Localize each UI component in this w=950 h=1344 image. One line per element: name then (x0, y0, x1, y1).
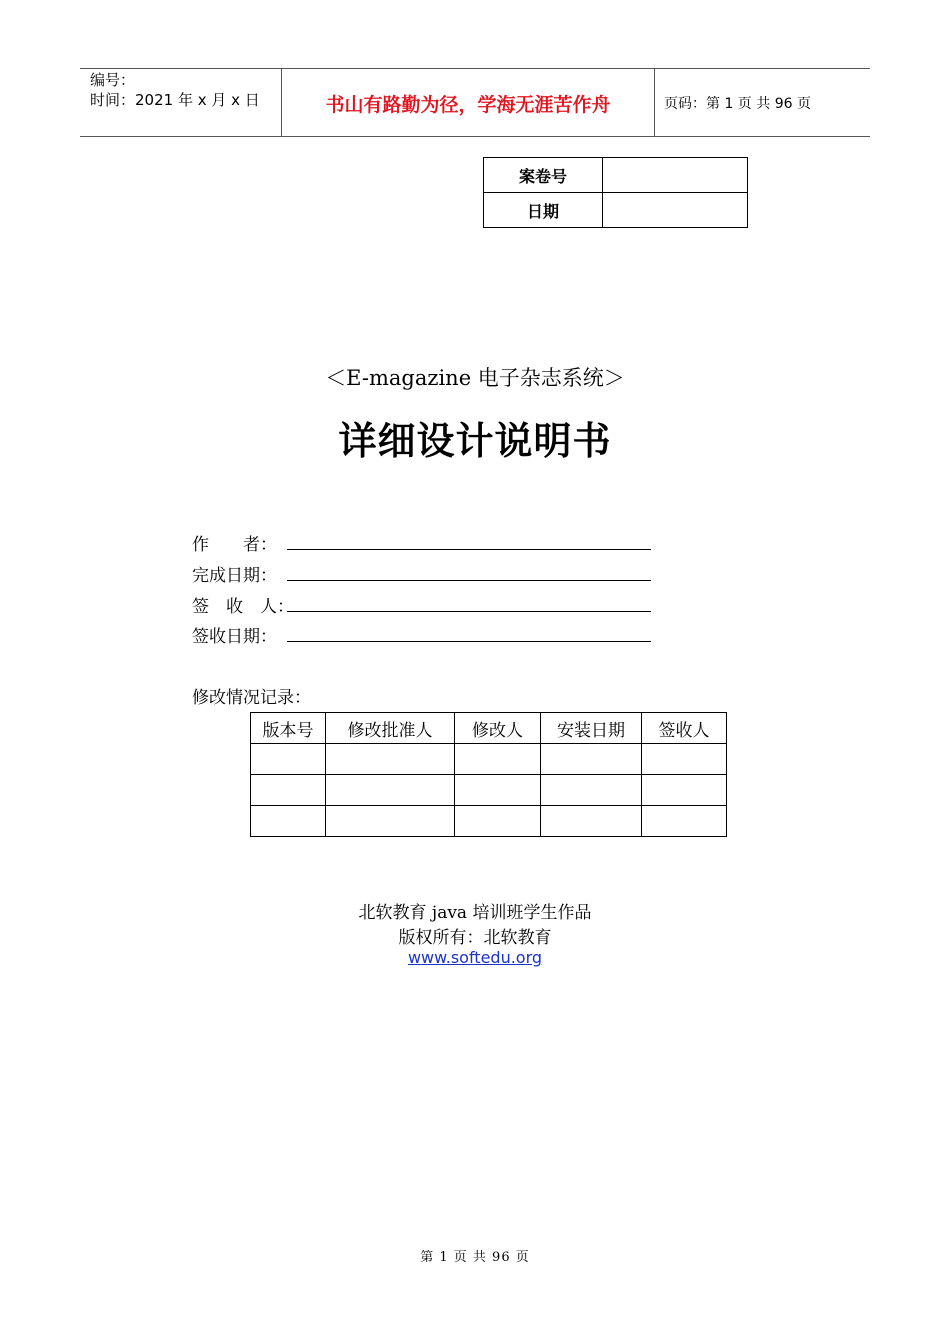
revision-col-receiver: 签收人 (642, 713, 727, 744)
table-cell (251, 744, 326, 775)
footer-copyright: 版权所有：北软教育 (398, 928, 552, 948)
field-receiver-line (287, 611, 651, 612)
revision-header-row (251, 713, 727, 744)
header-motto: 书山有路勤为径，学海无涯苦作舟 (325, 94, 611, 116)
table-cell (455, 775, 541, 806)
table-row (251, 775, 727, 806)
page-number: 第 1 页 共 96 页 (420, 1250, 530, 1265)
field-author-line (287, 549, 651, 550)
revision-col-approver: 修改批准人 (326, 713, 455, 744)
header-bottom-rule (80, 136, 870, 137)
header-top-rule (80, 68, 870, 69)
table-cell (326, 775, 455, 806)
table-cell (326, 744, 455, 775)
revision-table (250, 712, 727, 837)
archive-file-no-label: 案卷号 (484, 158, 603, 193)
table-cell (251, 806, 326, 837)
header-page-info: 页码：第 1 页 共 96 页 (664, 96, 811, 112)
field-completion-date-line (287, 580, 651, 581)
header-time-label: 时间：2021 年 x 月 x 日 (90, 91, 260, 109)
table-cell (455, 744, 541, 775)
header-number-label: 编号： (90, 71, 136, 89)
field-completion-date-label: 完成日期： (192, 566, 277, 586)
table-cell (541, 806, 642, 837)
archive-table (483, 157, 748, 228)
table-cell (251, 775, 326, 806)
table-cell (541, 744, 642, 775)
archive-date-value (603, 193, 748, 228)
table-cell (642, 806, 727, 837)
document-subtitle: ＜E-magazine 电子杂志系统＞ (325, 366, 625, 390)
archive-row-date (484, 193, 748, 228)
table-cell (455, 806, 541, 837)
footer-credit: 北软教育 java 培训班学生作品 (358, 903, 592, 923)
revision-col-modifier: 修改人 (455, 713, 541, 744)
table-row (251, 744, 727, 775)
archive-file-no-value (603, 158, 748, 193)
field-receive-date-label: 签收日期： (192, 627, 277, 647)
revision-col-version: 版本号 (251, 713, 326, 744)
footer-link-wrap (0, 948, 950, 968)
field-receiver-label: 签 收 人： (192, 597, 294, 617)
table-row (251, 806, 727, 837)
archive-row-file-no (484, 158, 748, 193)
revision-col-install-date: 安装日期 (541, 713, 642, 744)
footer-website-link[interactable]: www.softedu.org (407, 948, 543, 967)
table-cell (642, 744, 727, 775)
revision-record-label: 修改情况记录： (192, 688, 311, 708)
document-title: 详细设计说明书 (338, 419, 612, 463)
field-receive-date-line (287, 641, 651, 642)
table-cell (642, 775, 727, 806)
table-cell (541, 775, 642, 806)
table-cell (326, 806, 455, 837)
field-author-label: 作 者： (192, 535, 277, 555)
header-meta (90, 70, 260, 110)
header-divider-right (654, 68, 655, 136)
archive-date-label: 日期 (484, 193, 603, 228)
